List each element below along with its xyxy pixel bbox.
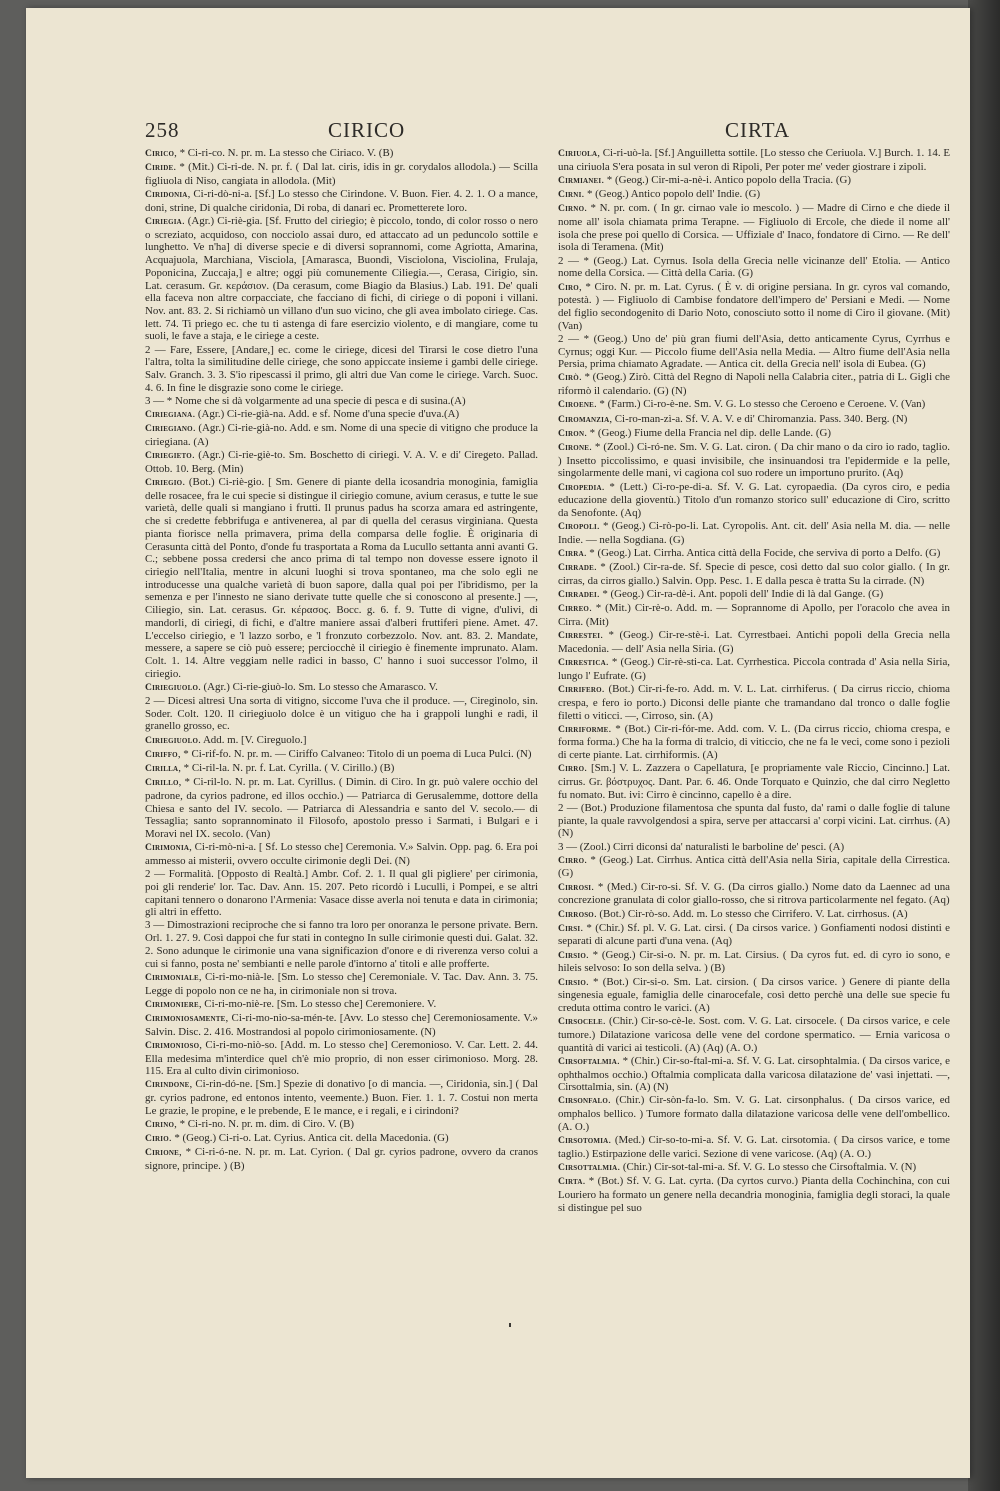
- entry-definition: , Ci-ro-man-zì-a. Sf. V. A. V. e di' Chiromanzia. Pass. 340. Berg. (N): [609, 412, 908, 425]
- entry-headword: Cirione: [145, 1147, 180, 1159]
- dictionary-entry: [558, 427, 950, 441]
- dictionary-entry: [145, 748, 538, 762]
- guide-word-left: CIRICO: [328, 118, 406, 142]
- dictionary-entry: [558, 281, 950, 333]
- entry-headword: Cirreo: [558, 603, 590, 615]
- entry-definition: . * (Geog.) Cir-ra-dè-i. Ant. popoli dell' Indie di là dal Gange. (G): [596, 588, 884, 601]
- dictionary-entry: [558, 656, 950, 682]
- entry-headword: Ciriuola: [558, 148, 598, 159]
- dictionary-entry: [558, 147, 950, 173]
- dictionary-entry: [558, 1055, 950, 1094]
- entry-definition: , * Ci-ril-lo. N. pr. m. Lat. Cyrillus. ( Dimin. di Ciro. In gr. può valere occhio del padrone, da cyrios padrone, ed illos occhio.) — Patriarca di Gerusalemme, dottore della Chiesa e santo del IV. secolo. — Patriarca di Alessandria e santo del V. secolo.— di Tessaglia; santo soprannominato il Filosofo, apostolo presso i Sarmati, i Bulgari e i Moravi nel IX. secolo. (Van): [145, 776, 538, 841]
- entry-definition: , * Ciro. N. pr. m. Lat. Cyrus. ( È v. di origine persiana. In gr. cyros val comando, potestà. ) — Figliuolo di Cambise fondatore dell'impero de' Persiani e Medi. — Nome del figlio secondogenito di Dario Noto, conosciuto sotto il nome di Ciro il giovane. (Mit) (Van): [558, 280, 950, 332]
- dictionary-entry: [558, 1175, 950, 1214]
- dictionary-entry: [145, 762, 538, 776]
- dictionary-entry: [145, 344, 538, 395]
- entry-headword: Cirsotomia: [558, 1135, 609, 1147]
- entry-headword: Ciropedia: [558, 481, 602, 493]
- dictionary-entry: [145, 1078, 538, 1117]
- dictionary-entry: [558, 1094, 950, 1133]
- dictionary-entry: [558, 202, 950, 254]
- entry-headword: Cirsonfalo: [558, 1095, 609, 1107]
- dictionary-entry: [558, 561, 950, 587]
- entry-headword: Cirmianei: [558, 174, 602, 186]
- dictionary-entry: [558, 398, 950, 412]
- entry-definition: . * (Geog.) Antico popolo dell' Indie. (G): [581, 188, 761, 201]
- entry-headword: Ciriegio: [145, 477, 183, 489]
- entry-headword: Cirimoniale: [145, 971, 199, 983]
- dictionary-entry: [558, 629, 950, 655]
- entry-headword: Cirsottalmia: [558, 1161, 618, 1173]
- dictionary-entry: [558, 683, 950, 722]
- entry-headword: Ciriegiuolo: [145, 681, 199, 693]
- entry-headword: Ciron: [558, 427, 585, 439]
- dictionary-entry: [145, 919, 538, 970]
- entry-definition: . * (Geog.) Zirò. Città del Regno di Napoli nella Calabria citer., patria di L. Gigli che riformò il calendario. (G) (N): [558, 371, 950, 398]
- dictionary-entry: [145, 695, 538, 733]
- dictionary-entry: [145, 734, 538, 748]
- dictionary-entry: [145, 1012, 538, 1038]
- entry-definition: . * (Geog.) Cir-mi-a-nè-i. Antico popolo della Tracia. (G): [601, 173, 851, 186]
- entry-definition: . [Sm.] V. L. Zazzera o Capellatura, [e propriamente vale Riccio, Cincinno.] Lat. cirrus. Gr. βόστρυχος. Dant. Par. 6. 46. Onde Torquato e Quinzio, che dal cirro Negletto fu nomato. But. ivi: Cirro è cincinno, capello è a dire.: [558, 762, 950, 801]
- entry-headword: Ciriffo: [145, 748, 178, 760]
- entry-headword: Cirimoniosamente: [145, 1012, 226, 1024]
- dictionary-entry: [558, 188, 950, 202]
- entry-headword: Cirindone: [145, 1079, 190, 1091]
- entry-definition: . * (Geog.) Fiume della Francia nel dip. delle Lande. (G): [584, 426, 831, 439]
- entry-headword: Ciropoli: [558, 521, 597, 533]
- entry-definition: . (Agr.) Ci-riè-gia. [Sf. Frutto del ciriegio; è piccolo, tondo, di color rosso o nero o screziato, acquidoso, con nocciolo assai duro, ed attaccato ad un peduncolo sottile e lunghetto. Ve n'ha] di diverse specie e di diversi soprannomi, come Agriotta, Amarina, Acquajuola, Marchiana, Visciola, [Amarasca, Buondì, Visciolona, Visciolina, Frulaja, Poponicina, Zuccaja,] e altre; oggi più comunemente Ciliegia.—, Cerasa, Cirigio, sin. Lat. cerasum. Gr. κεράσιον. (Da cerasum, come Biagio da Blasius.) Lab. 191. De' quali ella faceva non altre corpacciate, che facciano di fichi, di ciriege o di poponi i villani. Nov. ant. 83. 2. Si richiamò un villano d'un suo vicino, che gli avea imbolato ciriege. Cas. lett. 74. Ti priego ec. che tu ti astenga di fare esercizio violento, e di mangiare, come tu suoli, le fave a staja, e le ciriege a ceste.: [145, 215, 538, 343]
- entry-definition: . (Chir.) Cir-sot-tal-mi-a. Sf. V. G. Lo stesso che Cirsoftalmia. V. (N): [617, 1160, 917, 1173]
- entry-headword: Ciride: [145, 162, 174, 174]
- dictionary-entry: [145, 422, 538, 448]
- dictionary-entry: [558, 547, 950, 561]
- entry-definition: . (Chir.) Cir-so-cè-le. Sost. com. V. G. Lat. cirsocele. ( Da cirsos varice, e cele tumore.) Dilatazione varicosa delle vene del cordone spermatico. — Ernia varicosa o quantità di varici ai testicoli. (A) (Aq) (A. O.): [558, 1015, 950, 1054]
- entry-definition: , * Ci-ri-ó-ne. N. pr. m. Lat. Cyrion. ( Dal gr. cyrios padrone, ovvero da cranos signore, principe. ) (B): [145, 1146, 538, 1173]
- dictionary-entry: [145, 476, 538, 680]
- dictionary-entry: [145, 1132, 538, 1146]
- dictionary-entry: [145, 147, 538, 161]
- entry-headword: Ciro: [558, 281, 579, 293]
- entry-definition: . * (Bot.) Cir-si-o. Sm. Lat. cirsion. ( Da cirsos varice. ) Genere di piante della singenesia eguale, famiglia delle cinarocefale, così detto perchè una delle sue specie fu creduta ottima contro le varici. (A): [558, 975, 950, 1014]
- entry-headword: Cirilla: [145, 763, 179, 775]
- dictionary-entry: [145, 408, 538, 422]
- dictionary-entry: [145, 681, 538, 695]
- entry-headword: Cirro: [558, 854, 585, 866]
- running-header: [0, 118, 1000, 148]
- book-binding-edge: [968, 0, 1000, 1491]
- entry-definition: . * (Farm.) Ci-ro-è-ne. Sm. V. G. Lo stesso che Ceroeno e Ceroene. V. (Van): [593, 398, 926, 411]
- entry-definition: , Ci-ri-mo-niè-re. [Sm. Lo stesso che] Ceremoniere. V.: [198, 997, 437, 1010]
- entry-headword: Cirimoniere: [145, 998, 199, 1010]
- entry-definition: , * Ci-rif-fo. N. pr. m. — Ciriffo Calvaneo: Titolo di un poema di Luca Pulci. (N): [177, 747, 532, 760]
- entry-definition: . (Bot.) Cir-rò-so. Add. m. Lo stesso che Cirrifero. V. Lat. cirrhosus. (A): [593, 907, 908, 920]
- dictionary-entry: [145, 215, 538, 343]
- entry-definition: . * (Chir.) Cir-so-ftal-mi-a. Sf. V. G. Lat. cirsophtalmia. ( Da cirsos varice, e ophthalmos occhio.) Oftalmia complicata dalla varicosa dilatazione de' vasi injettati. —, Cirsottalmia, sin. (A) (N): [558, 1054, 950, 1094]
- dictionary-entry: [558, 723, 950, 762]
- entry-headword: Cirrosi: [558, 881, 592, 893]
- entry-definition: , Ci-rin-dó-ne. [Sm.] Spezie di donativo [o di mancia. —, Ciridonia, sin.] ( Dal gr. cyrios padrone, ed entonos intento, veemente.) Buon. Fier. 1. 1. 7. Costui non merta Le grazie, le propine, e le prebende, E le mance, e i regali, e i cirindoni?: [145, 1078, 538, 1117]
- entry-headword: Cirimonia: [145, 842, 190, 854]
- printer-mark: [509, 1323, 511, 1327]
- dictionary-entry: [558, 841, 950, 854]
- dictionary-entry: [558, 481, 950, 520]
- entry-headword: Cirro: [558, 763, 585, 775]
- entry-headword: Cirra: [558, 548, 584, 560]
- entry-definition: . * (Zool.) Cir-ra-de. Sf. Specie di pesce, così detto dal suo color giallo. ( In gr. cirras, da cirros giallo.) Salvin. Opp. Pesc. 1. E dalla pesca è tratta Su la cirrade. (N): [558, 561, 950, 587]
- dictionary-entry: [558, 255, 950, 280]
- entry-definition: . * (Bot.) Cir-ri-fór-me. Add. com. V. L. (Da cirrus riccio, chioma crespa, e forma forma.) Che ha la forma di tralcio, di viticcio, che ne fa le veci, come sono i pezioli di certe piante. Lat. cirrhiformis. (A): [558, 722, 950, 762]
- entry-definition: , * Ci-ri-co. N. pr. m. La stesso che Ciriaco. V. (B): [174, 147, 394, 159]
- entry-definition: . * (Med.) Cir-ro-si. Sf. V. G. (Da cirros giallo.) Nome dato da Laennec ad una concrezione granulata di color giallo-rosso, che si ritrova particolarmente nel fegato. (Aq): [558, 880, 950, 907]
- entry-headword: Cirino: [145, 1119, 175, 1131]
- left-column: [145, 147, 538, 1437]
- entry-definition: . (Agr.) Ci-rie-già-no. Add. e sm. Nome di una specie di vitigno che produce la ciriegiana. (A): [145, 422, 538, 448]
- dictionary-entry: [558, 1015, 950, 1054]
- dictionary-entry: [145, 1039, 538, 1078]
- entry-definition: . * (Geog.) Ci-rò-po-li. Lat. Cyropolis. Ant. cit. dell' Asia nella M. dia. — nelle Indie. — nella Sogdiana. (G): [558, 520, 950, 546]
- entry-definition: 2 — (Bot.) Produzione filamentosa che spunta dal fusto, da' rami o dalle foglie di talune piante, la quale ravvolgendosi a spira, serve per attaccarsi a' corpi vicini. Lat. cirrhus. (A) (N): [558, 801, 950, 840]
- dictionary-entry: [558, 1161, 950, 1175]
- dictionary-entry: [558, 762, 950, 801]
- entry-definition: . * N. pr. com. ( In gr. cirnao vale io mescolo. ) — Madre di Cirno e che diede il nome all' isola chiamata prima Terapne. — Figliuolo di Ercole, che diede il nome all' isola che prese poi quello di Corsica. — Uffiziale d' Inaco, fondatore di Cirno. — Re dell' isola di Teramena. (Mit): [558, 202, 950, 254]
- entry-definition: , Ci-ri-mò-ni-a. [ Sf. Lo stesso che] Ceremonia. V.» Salvin. Opp. pag. 6. Era poi ammesso ai misterii, ovvero occulte cirimonie degli Dei. (N): [145, 841, 538, 867]
- entry-headword: Cirone: [558, 441, 590, 453]
- entry-definition: . (Bot.) Ci-riè-gio. [ Sm. Genere di piante della icosandria monoginia, famiglia delle rosacee, fra le cui specie si distingue il ciriegio comune, avium cerasus, e tutte le sue varietà, delle quali si mangiano i frutti. Il prunus padus ha scorza amara ed astringente, che si credette febbrifuga e antivenerea, al par di quella del cerasus virginiana. Questa pianta fiorisce nella primavera, prima della comparsa delle foglie. È originaria di Cerasunta città del Ponto, d'onde fu trasportata a Roma da Lucullo settanta anni avanti G. C.; sebbene possa credersi che anco prima di tal tempo non dovesse essere ignoto il ciriegio nell'Italia, mentre in alcuni luoghi si trova spontaneo, ma che solo egli ne introducesse una qualche varietà di buon sapore, dalla qual poi per l'ibridismo, per la semenza e per l'innesto ne siano derivate tutte quelle che si conoscono al presente.] —, Ciliegio, sin. Lat. cerasus. Gr. κέρασος. Bocc. g. 6. f. 9. Tutte di vigne, d'ulivi, di mandorli, di ciriegi, di fichi, e d'altre maniere assai d'alberi fruttiferi piene. Amet. 47. L'eccelso ciriegio, e 'l lazzo sorbo, e 'l fronzuto corbezzolo. Nov. ant. 83. 2. Mandate, messere, a sapere se ciò può essere; perciocchè il ciriegio è finemente imprunato. Alam. Colt. 1. 14. Altre veggiam nelle radici in basso, C' hanno i suoi successor l'olmo, il ciriegio.: [145, 476, 538, 680]
- entry-definition: . (Agr.) Ci-rie-già-na. Add. e sf. Nome d'una specie d'uva.(A): [192, 408, 460, 421]
- entry-definition: 3 — Dimostrazioni reciproche che si fanno tra loro per onoranza le persone private. Bern. Orl. 1. 27. 9. Così dappoi che fur stati in contegno In sulle cirimonie questi dui. Galat. 32. 2. Sono adunque le cirimonie una vana significazion d'onore e di riverenza verso colui a cui si fanno, posta ne' sembianti e nelle parole d'intorno a' titoli e alle profferte.: [145, 919, 538, 970]
- entry-definition: , Ci-ri-dò-ni-a. [Sf.] Lo stesso che Cirindone. V. Buon. Fier. 4. 2. 1. O a mance, doni, strine, Di qualche ciridonia, Di roba, di danari ec. Prometterete loro.: [145, 188, 538, 214]
- entry-definition: . (Bot.) Cir-ri-fe-ro. Add. m. V. L. Lat. cirrhiferus. ( Da cirrus riccio, chioma crespa, e fero io porto.) Diconsi delle piante che tramandano dal tronco o dalle foglie filetti o viticci. —, Cirroso, sin. (A): [558, 683, 950, 722]
- entry-headword: Cirni: [558, 189, 582, 201]
- entry-definition: , Ci-ri-mo-nio-sa-mén-te. [Avv. Lo stesso che] Ceremoniosamente. V.» Salvin. Disc. 2. 416. Mostrandosi al popolo cirimoniosamente. (N): [145, 1011, 538, 1038]
- entry-definition: . * (Lett.) Ci-ro-pe-di-a. Sf. V. G. Lat. cyropaedia. (Da cyros ciro, e pedia educazione della gioventù.) Titolo d'un romanzo storico sull' educazione di Ciro, scritto da Senofonte. (Aq): [558, 480, 950, 519]
- entry-definition: , Ci-ri-mo-nià-le. [Sm. Lo stesso che] Ceremoniale. V. Tac. Dav. Ann. 3. 75. Legge di popolo non ce ne ha, in cirimoniale non si trova.: [145, 970, 538, 997]
- entry-definition: . * (Geog.) Cir-rè-sti-ca. Lat. Cyrrhestica. Piccola contrada d' Asia nella Siria, lungo l' Eufrate. (G): [558, 656, 950, 682]
- entry-definition: . Add. m. [V. Cireguolo.]: [198, 733, 307, 746]
- entry-headword: Cirno: [558, 203, 585, 215]
- dictionary-entry: [558, 908, 950, 922]
- dictionary-entry: [558, 520, 950, 546]
- entry-headword: Ciriegieto: [145, 450, 192, 462]
- entry-headword: Cirio: [145, 1133, 169, 1145]
- entry-headword: Ciromanzia: [558, 413, 610, 425]
- entry-definition: 2 — Dicesi altresì Una sorta di vitigno, siccome l'uva che il produce. —, Cireginolo, sin. Soder. Colt. 120. Il ciriegiuolo dolce è un vitiguo che ha i grappoli lunghi e radi, il granello grosso, ec.: [145, 695, 538, 733]
- entry-definition: . * (Geog.) Cir-re-stè-i. Lat. Cyrrestbaei. Antichi popoli della Grecia nella Macedonia. — dell' Asia nella Siria. (G): [558, 629, 950, 656]
- entry-definition: , Ci-ri-mo-niò-so. [Add. m. Lo stesso che] Ceremonioso. V. Car. Lett. 2. 44. Ella medesima m'interdice quel ch'è mio proprio, di non esser cirimonioso. Morg. 28. 115. Era al culto divin cirimonioso.: [145, 1038, 538, 1078]
- entry-headword: Cirroso: [558, 908, 594, 920]
- entry-headword: Cirsio: [558, 976, 586, 988]
- dictionary-entry: [558, 602, 950, 628]
- entry-definition: . * (Geog.) Lat. Cirrhus. Antica città dell'Asia nella Siria, capitale della Cirrestica. (G): [558, 853, 950, 880]
- dictionary-entry: [145, 868, 538, 919]
- dictionary-entry: [558, 802, 950, 840]
- entry-headword: Cirillo: [145, 777, 179, 789]
- entry-definition: , * Ci-ril-la. N. pr. f. Lat. Cyrilla. ( V. Cirillo.) (B): [178, 762, 395, 775]
- entry-definition: . (Med.) Cir-so-to-mi-a. Sf. V. G. Lat. cirsotomia. ( Da cirsos varice, e tome taglio.) Estirpazione delle varici. Sezione di vene varicose. (Aq) (A. O.): [558, 1134, 950, 1160]
- entry-definition: , Ci-ri-uò-la. [Sf.] Anguilletta sottile. [Lo stesso che Ceriuola. V.] Burch. 1. 14. E una ciriuola S'era posata in sul veron di Ripoli, Per poter me' veder giostrare i zipoli.: [558, 147, 950, 173]
- dictionary-entry: [145, 395, 538, 408]
- dictionary-entry: [558, 949, 950, 975]
- entry-definition: 2 — * (Geog.) Uno de' più gran fiumi dell'Asia, detto anticamente Cyrus, Cyrrhus e Cyrnus; oggi Kur. — Piccolo fiume dell'Asia nella Media. — Altro fiume dell'Asia nella Persia, prima chiamato Agradate. — Antica cit. della Grecia nell' isola di Eubea. (G): [558, 332, 950, 371]
- entry-definition: . * (Geog.) Cir-si-o. N. pr. m. Lat. Cirsius. ( Da cyros fut. ed. di cyro io sono, e hileis selvoso: Io son della selva. ) (B): [558, 948, 950, 975]
- entry-definition: 2 — Formalità. [Opposto di Realtà.] Ambr. Cof. 2. 1. Il qual gli pigliere' per cirimonia, poi gli renderie' lor. Tac. Dav. Ann. 15. 207. Peto ricordò i Luculli, i Pompei, e se altri capitani tennero o donarono l'Armenia: Vasace disse averla noi tenuta e data in cirimonia; gli altri in effetto.: [145, 868, 538, 919]
- entry-headword: Cirsi: [558, 922, 581, 934]
- entry-definition: . * (Bot.) Sf. V. G. Lat. cyrta. (Da cyrtos curvo.) Pianta della Cochinchina, con cui Louriero ha formato un genere nella decandria monoginia, famiglia degli storaci, la quale si distingue pel suo: [558, 1175, 950, 1214]
- entry-headword: Cirrestica: [558, 657, 606, 669]
- guide-word-right: CIRTA: [725, 118, 791, 142]
- dictionary-entry: [145, 998, 538, 1012]
- entry-definition: . * (Geog.) Ci-ri-o. Lat. Cyrius. Antica cit. della Macedonia. (G): [168, 1132, 449, 1145]
- entry-headword: Cirsocele: [558, 1016, 603, 1028]
- entry-definition: . (Chir.) Cir-sòn-fa-lo. Sm. V. G. Lat. cirsonphalus. ( Da cirsos varice, ed omphalos bellico. ) Tumore formato dalla dilatazione varicosa delle vene dell'ombellico. (A. O.): [558, 1094, 950, 1133]
- entry-headword: Cirsoftalmia: [558, 1055, 617, 1067]
- entry-definition: 2 — * (Geog.) Lat. Cyrnus. Isola della Grecia nelle vicinanze dell' Etolia. — Antico nome della Corsica. — Città della Caria. (G): [558, 254, 950, 280]
- dictionary-entry: [558, 588, 950, 602]
- dictionary-entry: [558, 371, 950, 397]
- entry-headword: Ciriegiano: [145, 423, 193, 435]
- entry-definition: 2 — Fare, Essere, [Andare,] ec. come le ciriege, dicesi del Tirarsi le cose dietro l'una l'altra, tolta la similitudine delle ciriege, che sono appiccate insieme i gambi delle ciriege. Salv. Granch. 3. 3. S'io ripescassi il primo, gli altri due Van come le ciriege. Varch. Suoc. 4. 6. In fine le disgrazie sono come le ciriege.: [145, 343, 538, 394]
- dictionary-entry: [558, 976, 950, 1015]
- dictionary-entry: [145, 1118, 538, 1132]
- entry-headword: Ciridonia: [145, 189, 188, 201]
- dictionary-entry: [145, 971, 538, 997]
- entry-definition: , * Ci-ri-no. N. pr. m. dim. di Ciro. V. (B): [174, 1118, 355, 1131]
- entry-headword: Cirrade: [558, 562, 594, 574]
- entry-headword: Cirico: [145, 148, 175, 159]
- entry-definition: . * (Geog.) Lat. Cirrha. Antica città della Focide, che serviva di porto a Delfo. (G): [583, 547, 941, 560]
- entry-headword: Cirrifero: [558, 684, 602, 696]
- entry-headword: Cirta: [558, 1176, 583, 1188]
- dictionary-entry: [558, 413, 950, 427]
- entry-headword: Ciriegiuolo: [145, 734, 199, 746]
- dictionary-entry: [145, 776, 538, 841]
- entry-headword: Cirrestei: [558, 630, 601, 642]
- dictionary-entry: [558, 174, 950, 188]
- dictionary-entry: [558, 922, 950, 948]
- entry-headword: Cirradei: [558, 589, 597, 601]
- dictionary-entry: [145, 1146, 538, 1172]
- entry-definition: 3 — (Zool.) Cirri diconsi da' naturalisti le barboline de' pesci. (A): [558, 840, 845, 853]
- entry-definition: . * (Mit.) Ci-ri-de. N. pr. f. ( Dal lat. ciris, idis in gr. corydalos allodola.) — Scilla figliuola di Niso, cangiata in allodola. (Mit): [145, 161, 538, 187]
- entry-headword: Cirimonioso: [145, 1039, 200, 1051]
- entry-definition: . * (Mit.) Cir-rè-o. Add. m. — Soprannome di Apollo, per l'oracolo che avea in Cirra. (Mit): [558, 602, 950, 629]
- dictionary-entry: [145, 841, 538, 867]
- dictionary-entry: [145, 188, 538, 214]
- dictionary-entry: [558, 333, 950, 371]
- entry-definition: . * (Chir.) Sf. pl. V. G. Lat. cirsi. ( Da cirsos varice. ) Gonfiamenti nodosi distinti e separati di alcune parti d'una vena. (Aq): [558, 921, 950, 948]
- entry-headword: Ciriegia: [145, 216, 182, 228]
- page-number: 258: [145, 118, 180, 142]
- dictionary-entry: [558, 881, 950, 907]
- entry-headword: Cirsio: [558, 949, 586, 961]
- entry-headword: Cirriforme: [558, 723, 609, 735]
- entry-definition: 3 — * Nome che si dà volgarmente ad una specie di pesca e di susina.(A): [145, 394, 466, 407]
- dictionary-entry: [145, 449, 538, 475]
- entry-definition: . (Agr.) Ci-rie-giè-to. Sm. Boschetto di ciriegi. V. A. V. e di' Ciregeto. Pallad. Ottob. 10. Berg. (Min): [145, 449, 538, 475]
- entry-headword: Ciroene: [558, 399, 594, 411]
- entry-headword: Cirò: [558, 372, 579, 384]
- entry-definition: . * (Zool.) Ci-ró-ne. Sm. V. G. Lat. ciron. ( Da chir mano o da ciro io rado, taglio. ) Insetto piccolissimo, e quasi invisibile, che insinuandosi tra l'epidermide e la pelle, singolarmente delle mani, vi cagiona col suo rodere un importuno prurito. (Aq): [558, 440, 950, 480]
- entry-definition: . (Agr.) Ci-rie-giuò-lo. Sm. Lo stesso che Amarasco. V.: [198, 680, 438, 693]
- dictionary-entry: [558, 441, 950, 480]
- dictionary-entry: [558, 1134, 950, 1160]
- entry-headword: Ciriegiana: [145, 409, 193, 421]
- dictionary-entry: [145, 161, 538, 187]
- dictionary-entry: [558, 854, 950, 880]
- right-column: [558, 147, 950, 1437]
